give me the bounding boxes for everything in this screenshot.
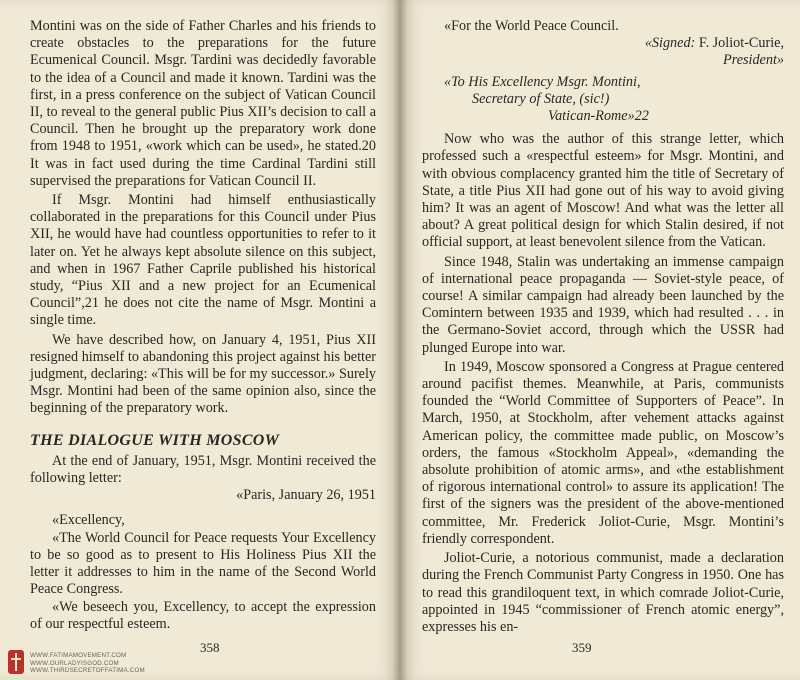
letter-intro: At the end of January, 1951, Msgr. Montini received the following letter: (30, 452, 376, 487)
book-gutter (393, 0, 407, 680)
letter-paragraph-2: «We beseech you, Excellency, to accept the expression of our respectful esteem. (30, 598, 376, 632)
signed-name: F. Joliot-Curie, (695, 35, 784, 52)
watermark-text (30, 652, 145, 675)
watermark-line-2: WWW.OURLADYISGOD.COM (30, 659, 119, 667)
left-paragraph-1: Montini was on the side of Father Charles and his friends to create obstacles to the preparations for the future Ecumenical Council. Msgr. Tardini was decidedly favorable to the idea of a Council and made it known. Tardini was the first, in a press conference on the subject of Vatican Council II, to reveal to the general public Pius XII’s decision to call a Council. Then he brought up the preparatory work done from 1948 to 1951, «work which can be used», he stated.20 It was in fact used during the time Cardinal Tardini still supervised the preparations for Vatican Council II. (30, 18, 376, 189)
left-paragraph-2: If Msgr. Montini had himself enthusiastically collaborated in the preparations for this Council under Pius XII, he would have had countless opportunities to refer to it later on. Yet he always kept absolute silence on this subject, and when in 1967 Father Caprile published his historical study, “Pius XII and a new project for an Ecumenical Council”,21 he does not cite the name of Msgr. Montini a single time. (30, 192, 376, 329)
left-paragraph-3: We have described how, on January 4, 1951, Pius XII resigned himself to abandoning this project against his better judgment, declaring: «This will be for my successor.» Surely Msgr. Montini had been of the same opinion also, since the beginning of the preparatory work. (30, 331, 376, 417)
signed-title: President» (723, 52, 784, 69)
letter-closing: «For the World Peace Council. (444, 18, 619, 34)
letter-salutation: «Excellency, (52, 512, 125, 529)
right-paragraph-4: Joliot-Curie, a notorious communist, made a declaration during the French Communist Party Congress in 1950. One has to read this grandiloquent text, in which comrade Joliot-Curie, appointed in 1945 “commissioner of French atomic energy”, expresses his en- (422, 550, 784, 635)
address-line-1: «To His Excellency Msgr. Montini, (444, 73, 641, 90)
letter-paragraph-1: «The World Council for Peace requests Your Excellency to be so good as to present to His Holiness Pius XII the letter it addresses to him in the name of the Second World Peace Congress. (30, 529, 376, 598)
watermark-line-1: WWW.FATIMAMOVEMENT.COM (30, 652, 127, 659)
watermark-footer (0, 648, 250, 680)
seal-icon (8, 650, 24, 674)
right-paragraph-1: Now who was the author of this strange letter, which professed such a «respectful esteem» for Msgr. Montini, and with obvious complacency granted him the title of Secretary of State, a title Pius XII had gone out of his way to avoid giving him? It was an agent of Moscow! And what was the letter all about? A great political design for which Stalin desired, if not official support, at least benevolent silence from the Vatican. (422, 131, 784, 251)
left-text-column (30, 18, 376, 633)
right-paragraph-3: In 1949, Moscow sponsored a Congress at Prague centered around pacifist themes. Meanwhile, at Paris, communists founded the “World Committee of Supporters of Peace”. In March, 1950, at Stockholm, after vehement attacks against American policy, the committee made public, on Moscow’s orders, the famous «Stockholm Appeal», «demanding the absolute prohibition of atomic arms», and «the establishment of rigorous international control» to assure its application! The first of the signers was the president of the above-mentioned committee, Mr. Frederick Joliot-Curie, Msgr. Montini’s friendly correspondent. (422, 358, 784, 547)
section-heading: THE DIALOGUE WITH MOSCOW (30, 431, 280, 449)
address-line-3: Vatican-Rome»22 (548, 108, 649, 125)
right-text-column (422, 18, 784, 636)
letter-signature (422, 35, 784, 52)
signed-label: «Signed: (644, 35, 696, 52)
page-number-right: 359 (572, 640, 592, 655)
right-page (400, 0, 800, 680)
letter-date: «Paris, January 26, 1951 (236, 487, 376, 504)
letter-address (444, 74, 784, 126)
watermark-line-3: WWW.THIRDSECRETOFFATIMA.COM (30, 667, 145, 674)
address-line-2: Secretary of State, (sic!) (472, 90, 610, 107)
right-paragraph-2: Since 1948, Stalin was undertaking an immense campaign of international peace propaganda — Soviet-style peace, of course! A similar campaign had already been launched by the Comintern between 1935 and 1939, which had resulted . . . in the Germano-Soviet accord, through which the USSR had plunged Europe into war. (422, 253, 784, 356)
page-number-left: 358 (200, 640, 220, 655)
